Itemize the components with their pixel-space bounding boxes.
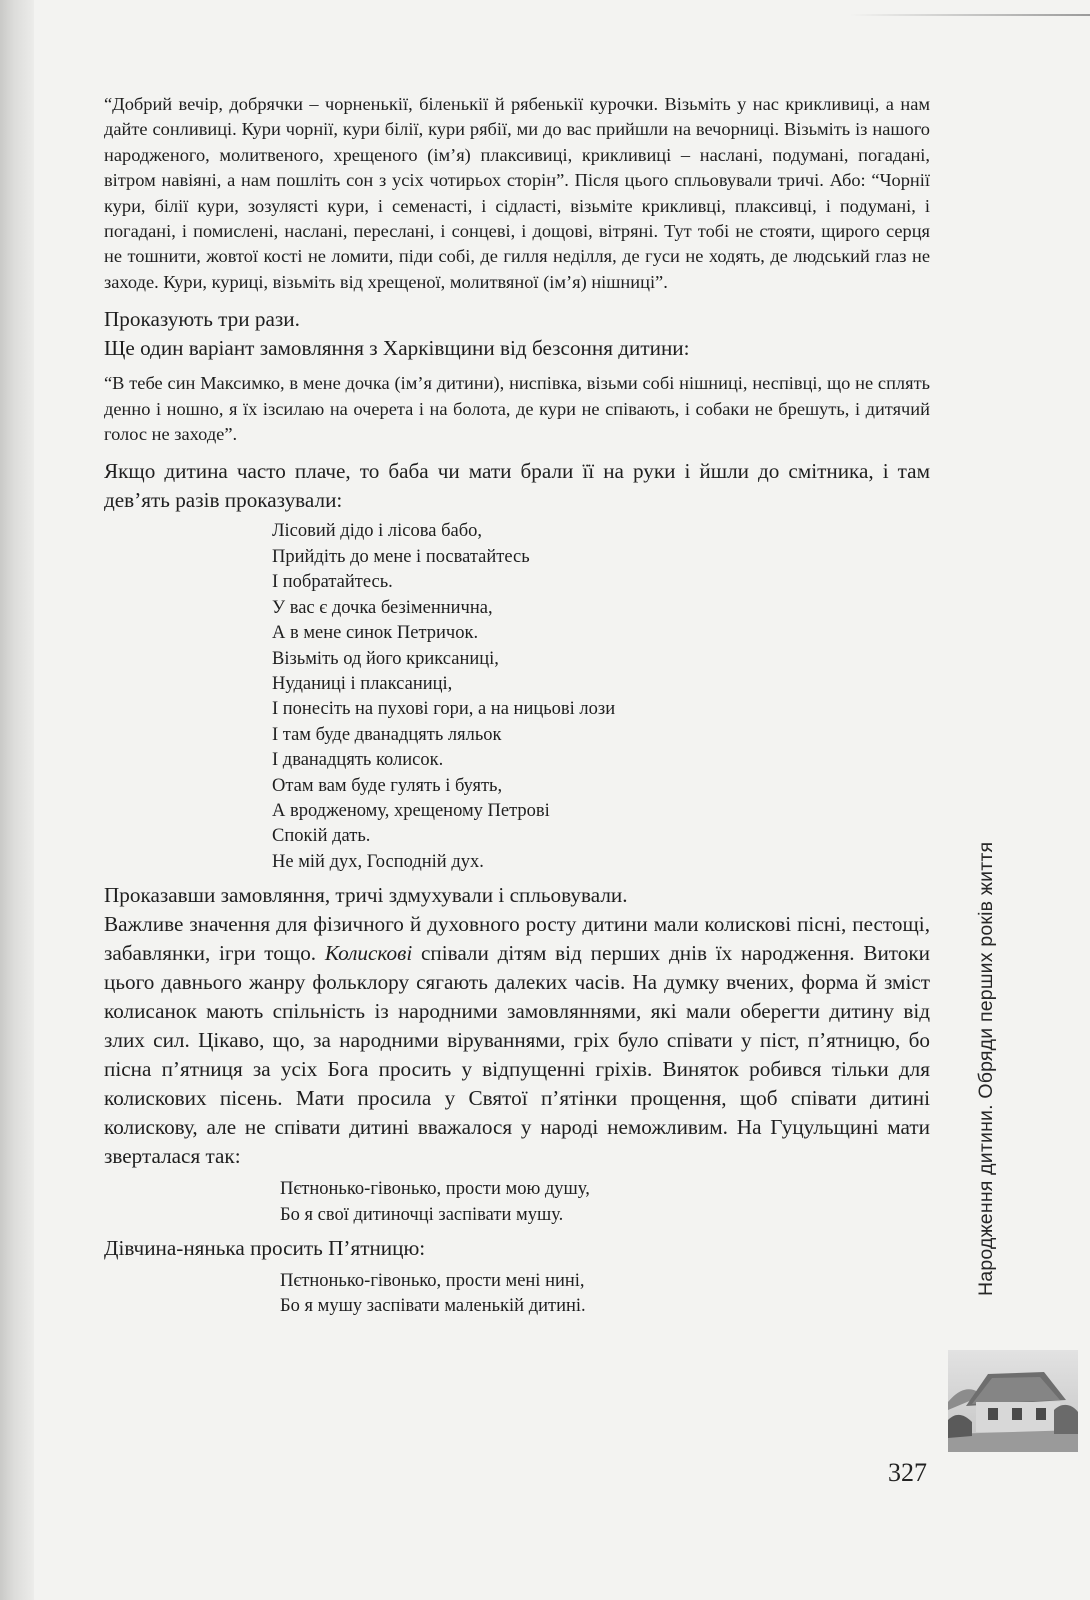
verse-hutsul-mother (280, 1177, 930, 1228)
paragraph-repeat: Проказують три рази. (104, 307, 300, 332)
verse-line: А вродженому, хрещеному Петрові (272, 800, 550, 821)
verse-line: Лісовий дідо і лісова бабо, (272, 521, 482, 542)
paragraph-crying-child: Якщо дитина часто плаче, то баба чи мати брали її на руки і йшли до смітника, і там дев’ять разів проказували: (104, 459, 930, 513)
chapter-side-title: Народження дитини. Обряди перших років життя (975, 841, 997, 1296)
verse-nanny (280, 1269, 930, 1320)
verse-line: І понесіть на пухові гори, а на ницьові лози (272, 699, 616, 720)
verse-line: Прийдіть до мене і посватайтесь (272, 546, 530, 567)
incantation-quote-1: “Добрий вечір, добрячки – чорненькії, біленькії й рябенькії курочки. Візьміть у нас крикливиці, а нам дайте сонливиці. Кури чорнії, кури білії, кури рябії, ми до вас прийшли на вечорниці. Візьміть із нашого народженого, молитвеного, хрещеного (ім’я) плаксивиці, крикливиці – наслані, подумані, погадані, вітром навіяні, а нам пошліть сон з усіх чотирьох сторін”. Після цього спльовували тричі. Або: “Чорнії кури, білії кури, зозулясті кури, і семенасті, і сідласті, візьміте крикливці, плаксивці, і подумані, і погадані, і помислені, наслані, переслані, і сонцеві, і дощові, вітряні. Тут тобі не стояти, щирого серця не тошнити, жовтої кості не ломити, піди собі, де гилля неділля, де гуси не ходять, де людський глаз не заходе. Кури, куриці, візьміть від хрещеної, молитвяної (ім’я) нішниці”. (104, 94, 930, 292)
verse-line: Пєтнонько-гівонько, прости мені нині, (280, 1270, 585, 1291)
top-rule (850, 14, 1090, 16)
verse-line: Отам вам буде гулять і буять, (272, 775, 503, 796)
verse-line: Бо я мушу заспівати маленькій дитині. (280, 1296, 586, 1317)
lullabies-text-end: співали дітям від перших днів їх народження. Витоки цього давнього жанру фольклору сягають далеких часів. На думку вчених, форма й зміст колисанок мають спільність із народними замовляннями, які мали оберегти дитину від злих сил. Цікаво, що, за народними віруваннями, гріх було співати у піст, п’ятницю, бо пісна п’ятниця за усіх Бога просить у відпущенні гріхів. Виняток робився тільки для колискових пісень. Мати просила у Святої п’ятінки прощення, щоб співати дитині колискову, але не співати дитині вважалося у народі неможливим. На Гуцульщині мати зверталася так: (104, 941, 930, 1169)
page-body (104, 92, 930, 1320)
verse-line: Спокій дать. (272, 826, 371, 847)
verse-line: І там буде дванадцять ляльок (272, 724, 502, 745)
verse-line: Візьміть од його криксаниці, (272, 648, 499, 669)
paragraph-after-incantation: Проказавши замовляння, тричі здмухували і спльовували. (104, 883, 628, 908)
verse-line: Бо я свої дитиночці заспівати мушу. (280, 1204, 564, 1225)
incantation-quote-2: “В тебе син Максимко, в мене дочка (ім’я дитини), ниспівка, візьми собі нішниці, неспівці, що не сплять денно і ношно, я їх ізсилаю на очерета і на болота, де кури не співають, і собаки не брешуть, і дитячий голос не заходе”. (104, 373, 930, 445)
paragraph-variant-intro: Ще один варіант замовляння з Харківщини від безсоння дитини: (104, 336, 690, 361)
verse-line: І побратайтесь. (272, 572, 393, 593)
verse-line: А в мене синок Петричок. (272, 623, 479, 644)
verse-line: Нуданиці і плаксаниці, (272, 673, 453, 694)
verse-line: Пєтнонько-гівонько, прости мою душу, (280, 1179, 590, 1200)
house-thumbnail-image (948, 1350, 1078, 1452)
lullabies-term: Колискові (324, 941, 413, 966)
paragraph-lullabies (104, 910, 930, 1171)
verse-forest-grandparents (272, 519, 930, 875)
lullabies-text-start: Важливе значення для фізичного й духовного росту дитини мали колискові пісні, пестощі, забавлянки, ігри тощо. (104, 912, 930, 966)
paragraph-nanny: Дівчина-нянька просить П’ятницю: (104, 1235, 426, 1260)
verse-line: Не мій дух, Господній дух. (272, 851, 484, 872)
verse-line: І дванадцять колисок. (272, 750, 444, 771)
page-number: 327 (888, 1458, 927, 1487)
verse-line: У вас є дочка безіменнична, (272, 597, 493, 618)
book-spine-shadow (0, 0, 34, 1600)
